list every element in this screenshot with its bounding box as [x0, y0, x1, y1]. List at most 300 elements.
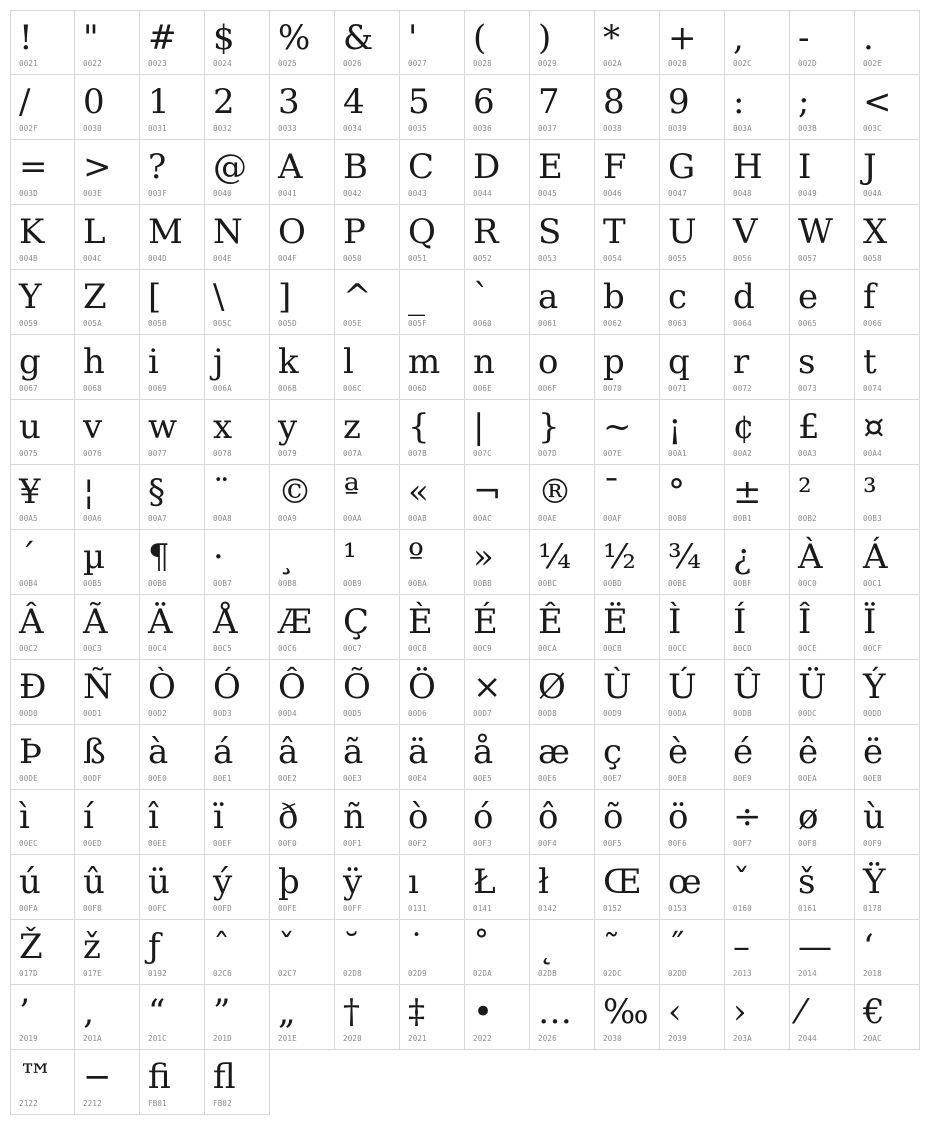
glyph-cell [660, 75, 725, 140]
glyph-codepoint: 02D8 [343, 969, 362, 978]
glyph-cell [595, 400, 660, 465]
glyph-codepoint: 017D [19, 969, 38, 978]
glyph-char: F [603, 147, 627, 187]
glyph-char: R [473, 212, 499, 252]
glyph-char: . [863, 18, 874, 58]
glyph-codepoint: 00E0 [148, 774, 167, 783]
glyph-char: m [408, 342, 441, 382]
glyph-char: Ã [83, 602, 108, 642]
glyph-char: | [473, 407, 485, 447]
glyph-cell [530, 985, 595, 1050]
glyph-codepoint: 0054 [603, 254, 622, 263]
glyph-codepoint: 0063 [668, 319, 687, 328]
glyph-char: É [473, 602, 498, 642]
glyph-char: ž [83, 927, 101, 967]
glyph-codepoint: 00C5 [213, 644, 232, 653]
glyph-char: 8 [603, 82, 625, 122]
glyph-codepoint: 00FB [83, 904, 102, 913]
glyph-cell [855, 400, 920, 465]
glyph-codepoint: 0059 [19, 319, 38, 328]
glyph-codepoint: 2044 [798, 1034, 817, 1043]
glyph-codepoint: 00E5 [473, 774, 492, 783]
glyph-cell [725, 595, 790, 660]
glyph-codepoint: 00C9 [473, 644, 492, 653]
glyph-cell [140, 660, 205, 725]
glyph-char: ¯ [603, 472, 620, 512]
glyph-cell [855, 10, 920, 75]
glyph-codepoint: 00BF [733, 579, 752, 588]
glyph-codepoint: 0072 [733, 384, 752, 393]
glyph-codepoint: 004F [278, 254, 297, 263]
glyph-codepoint: 00C2 [19, 644, 38, 653]
glyph-codepoint: 00D5 [343, 709, 362, 718]
glyph-char: ï [213, 797, 224, 837]
glyph-char: ó [473, 797, 494, 837]
glyph-cell [270, 465, 335, 530]
glyph-cell [140, 465, 205, 530]
glyph-char: ê [798, 732, 819, 772]
glyph-codepoint: 0038 [603, 124, 622, 133]
glyph-char: Ü [798, 667, 827, 707]
glyph-codepoint: 00A8 [213, 514, 232, 523]
glyph-codepoint: 0036 [473, 124, 492, 133]
glyph-cell [140, 920, 205, 985]
glyph-char: u [19, 407, 41, 447]
glyph-codepoint: 2039 [668, 1034, 687, 1043]
glyph-cell [335, 75, 400, 140]
glyph-codepoint: 0055 [668, 254, 687, 263]
glyph-char: ¦ [83, 472, 95, 512]
glyph-codepoint: 2212 [83, 1099, 102, 1108]
glyph-cell [400, 985, 465, 1050]
glyph-codepoint: 00EB [863, 774, 882, 783]
glyph-cell [400, 530, 465, 595]
glyph-cell [465, 10, 530, 75]
glyph-char: k [278, 342, 299, 382]
glyph-codepoint: 0043 [408, 189, 427, 198]
glyph-char: ¨ [213, 472, 230, 512]
glyph-codepoint: 00C3 [83, 644, 102, 653]
glyph-codepoint: 00F1 [343, 839, 362, 848]
glyph-char: ² [798, 472, 812, 512]
glyph-cell [270, 790, 335, 855]
glyph-cell [75, 10, 140, 75]
glyph-codepoint: 002F [19, 124, 38, 133]
glyph-char: ø [798, 797, 819, 837]
glyph-cell [855, 205, 920, 270]
glyph-codepoint: 0033 [278, 124, 297, 133]
glyph-cell [725, 855, 790, 920]
glyph-cell [465, 335, 530, 400]
glyph-codepoint: 006C [343, 384, 362, 393]
glyph-codepoint: 2019 [19, 1034, 38, 1043]
glyph-char: á [213, 732, 234, 772]
glyph-codepoint: 00C6 [278, 644, 297, 653]
glyph-cell [140, 335, 205, 400]
glyph-char: ] [278, 277, 292, 317]
glyph-cell [530, 10, 595, 75]
glyph-cell [10, 595, 75, 660]
glyph-codepoint: 00BA [408, 579, 427, 588]
glyph-codepoint: 0049 [798, 189, 817, 198]
glyph-char: ﬂ [213, 1057, 236, 1097]
glyph-cell [790, 595, 855, 660]
glyph-cell [270, 985, 335, 1050]
glyph-codepoint: 00A7 [148, 514, 167, 523]
glyph-char: D [473, 147, 501, 187]
glyph-char: ™ [19, 1057, 53, 1097]
glyph-codepoint: 00B6 [148, 579, 167, 588]
glyph-cell [790, 10, 855, 75]
glyph-cell [790, 400, 855, 465]
glyph-cell [205, 270, 270, 335]
glyph-cell [205, 855, 270, 920]
glyph-cell [790, 790, 855, 855]
glyph-char: v [83, 407, 103, 447]
glyph-char: Å [213, 602, 238, 642]
glyph-char: š [798, 862, 816, 902]
glyph-cell [75, 920, 140, 985]
glyph-codepoint: 00DF [83, 774, 102, 783]
glyph-cell [335, 335, 400, 400]
glyph-codepoint: 0031 [148, 124, 167, 133]
glyph-codepoint: 00FA [19, 904, 38, 913]
glyph-cell [855, 75, 920, 140]
glyph-char: ! [19, 18, 33, 58]
glyph-cell [205, 335, 270, 400]
glyph-cell [530, 660, 595, 725]
glyph-cell [75, 1050, 140, 1115]
glyph-char: £ [798, 407, 820, 447]
glyph-cell [10, 335, 75, 400]
glyph-codepoint: 00AB [408, 514, 427, 523]
glyph-codepoint: 00E8 [668, 774, 687, 783]
glyph-char: õ [603, 797, 624, 837]
glyph-cell [140, 75, 205, 140]
glyph-cell [660, 465, 725, 530]
glyph-codepoint: 006E [473, 384, 492, 393]
glyph-codepoint: 00EC [19, 839, 38, 848]
glyph-cell [270, 140, 335, 205]
glyph-codepoint: 0024 [213, 59, 232, 68]
glyph-cell [270, 400, 335, 465]
glyph-codepoint: 20AC [863, 1034, 882, 1043]
glyph-cell [660, 660, 725, 725]
glyph-cell [530, 725, 595, 790]
glyph-codepoint: 0039 [668, 124, 687, 133]
glyph-char: © [278, 472, 312, 512]
glyph-cell [335, 270, 400, 335]
glyph-char: C [408, 147, 435, 187]
glyph-codepoint: 00E6 [538, 774, 557, 783]
glyph-codepoint: 0069 [148, 384, 167, 393]
glyph-codepoint: 02DC [603, 969, 622, 978]
glyph-cell [205, 10, 270, 75]
glyph-char: è [668, 732, 689, 772]
glyph-cell [10, 400, 75, 465]
glyph-cell [400, 595, 465, 660]
glyph-cell [10, 270, 75, 335]
glyph-codepoint: 0077 [148, 449, 167, 458]
glyph-char: @ [213, 147, 247, 187]
glyph-cell [595, 205, 660, 270]
glyph-codepoint: 0026 [343, 59, 362, 68]
glyph-char: „ [278, 992, 296, 1032]
glyph-codepoint: 00B5 [83, 579, 102, 588]
glyph-char: < [863, 82, 892, 122]
glyph-codepoint: 00A4 [863, 449, 882, 458]
glyph-codepoint: 00F8 [798, 839, 817, 848]
glyph-char: ˆ [213, 927, 230, 967]
glyph-codepoint: 0048 [733, 189, 752, 198]
glyph-codepoint: 005E [343, 319, 362, 328]
glyph-codepoint: 003B [798, 124, 817, 133]
glyph-char: e [798, 277, 819, 317]
glyph-codepoint: 00BC [538, 579, 557, 588]
glyph-char: p [603, 342, 625, 382]
glyph-codepoint: 00D6 [408, 709, 427, 718]
glyph-cell [10, 920, 75, 985]
glyph-cell [595, 10, 660, 75]
glyph-cell [335, 725, 400, 790]
glyph-char: ` [473, 277, 490, 317]
glyph-codepoint: 00B2 [798, 514, 817, 523]
glyph-cell [530, 75, 595, 140]
glyph-char: Æ [278, 602, 313, 642]
glyph-cell [595, 465, 660, 530]
glyph-char: Â [19, 602, 44, 642]
glyph-char: Ù [603, 667, 632, 707]
glyph-cell [75, 335, 140, 400]
glyph-cell [270, 595, 335, 660]
glyph-char: Q [408, 212, 436, 252]
glyph-codepoint: 003C [863, 124, 882, 133]
glyph-cell [725, 920, 790, 985]
glyph-char: ( [473, 18, 487, 58]
glyph-codepoint: 00DB [733, 709, 752, 718]
glyph-cell [400, 140, 465, 205]
glyph-cell [725, 205, 790, 270]
glyph-codepoint: 201C [148, 1034, 167, 1043]
glyph-char: Ï [863, 602, 877, 642]
glyph-cell [530, 920, 595, 985]
glyph-codepoint: 00B8 [278, 579, 297, 588]
glyph-char: Ô [278, 667, 306, 707]
glyph-cell [530, 270, 595, 335]
glyph-cell [595, 855, 660, 920]
glyph-char: g [19, 342, 41, 382]
glyph-codepoint: 0192 [148, 969, 167, 978]
glyph-codepoint: 00C7 [343, 644, 362, 653]
glyph-char: û [83, 862, 105, 902]
glyph-cell [660, 140, 725, 205]
glyph-char: ı [408, 862, 419, 902]
glyph-codepoint: 0030 [83, 124, 102, 133]
glyph-char: ; [798, 82, 810, 122]
glyph-codepoint: 2014 [798, 969, 817, 978]
glyph-char: Y [19, 277, 42, 317]
glyph-codepoint: 005C [213, 319, 232, 328]
glyph-cell [855, 725, 920, 790]
glyph-char: ƒ [148, 927, 161, 967]
glyph-cell [400, 205, 465, 270]
glyph-codepoint: 005A [83, 319, 102, 328]
glyph-cell [10, 530, 75, 595]
glyph-cell [205, 920, 270, 985]
glyph-codepoint: 00BB [473, 579, 492, 588]
glyph-char: ì [19, 797, 30, 837]
glyph-char: ´ [19, 537, 36, 577]
glyph-codepoint: 00F7 [733, 839, 752, 848]
glyph-codepoint: 0044 [473, 189, 492, 198]
glyph-codepoint: 002D [798, 59, 817, 68]
glyph-cell [400, 660, 465, 725]
glyph-cell [10, 140, 75, 205]
glyph-cell [790, 920, 855, 985]
glyph-char: ¢ [733, 407, 755, 447]
glyph-codepoint: 00EA [798, 774, 817, 783]
glyph-char: _ [408, 277, 425, 317]
glyph-char: + [668, 18, 697, 58]
glyph-char: ª [343, 472, 360, 512]
glyph-codepoint: 003E [83, 189, 102, 198]
glyph-codepoint: 007D [538, 449, 557, 458]
glyph-grid [10, 10, 920, 1115]
glyph-char: ö [668, 797, 689, 837]
glyph-cell [335, 920, 400, 985]
glyph-codepoint: 0060 [473, 319, 492, 328]
glyph-codepoint: 2122 [19, 1099, 38, 1108]
glyph-cell [660, 595, 725, 660]
glyph-char: * [603, 18, 620, 58]
glyph-char: » [473, 537, 494, 577]
glyph-codepoint: 00B3 [863, 514, 882, 523]
glyph-cell [465, 270, 530, 335]
glyph-codepoint: 0045 [538, 189, 557, 198]
glyph-char: Œ [603, 862, 642, 902]
glyph-cell [75, 855, 140, 920]
glyph-cell [75, 140, 140, 205]
glyph-codepoint: 005D [278, 319, 297, 328]
glyph-char: P [343, 212, 366, 252]
glyph-char: x [213, 407, 233, 447]
glyph-char: Ł [473, 862, 496, 902]
glyph-char: Ž [19, 927, 43, 967]
glyph-cell [205, 660, 270, 725]
glyph-cell [75, 270, 140, 335]
glyph-cell [855, 140, 920, 205]
glyph-codepoint: 00E9 [733, 774, 752, 783]
glyph-codepoint: 0061 [538, 319, 557, 328]
glyph-cell [595, 270, 660, 335]
glyph-cell [10, 10, 75, 75]
glyph-cell [790, 465, 855, 530]
glyph-char: Ý [863, 667, 886, 707]
glyph-char: > [83, 147, 112, 187]
glyph-cell [660, 530, 725, 595]
glyph-char: Ä [148, 602, 173, 642]
glyph-cell [10, 985, 75, 1050]
glyph-char: ˚ [473, 927, 490, 967]
glyph-codepoint: 0047 [668, 189, 687, 198]
glyph-char: K [19, 212, 45, 252]
glyph-char: Ñ [83, 667, 113, 707]
glyph-char: Ç [343, 602, 370, 642]
glyph-codepoint: 0021 [19, 59, 38, 68]
glyph-cell [75, 465, 140, 530]
glyph-codepoint: 00B9 [343, 579, 362, 588]
glyph-char: â [278, 732, 299, 772]
glyph-char: ¹ [343, 537, 357, 577]
glyph-char: ‹ [668, 992, 682, 1032]
glyph-cell [530, 530, 595, 595]
glyph-codepoint: 00AF [603, 514, 622, 523]
glyph-codepoint: 004E [213, 254, 232, 263]
glyph-cell [140, 530, 205, 595]
glyph-cell [725, 400, 790, 465]
glyph-cell [75, 985, 140, 1050]
glyph-char: æ [538, 732, 570, 772]
glyph-codepoint: 00FE [278, 904, 297, 913]
glyph-cell [400, 335, 465, 400]
glyph-char: ‘ [863, 927, 874, 967]
glyph-cell [465, 205, 530, 270]
glyph-char: J [863, 147, 877, 187]
glyph-char: Þ [19, 732, 42, 772]
glyph-codepoint: 00ED [83, 839, 102, 848]
glyph-codepoint: 02D9 [408, 969, 427, 978]
glyph-codepoint: 00A2 [733, 449, 752, 458]
glyph-cell [75, 400, 140, 465]
glyph-cell [530, 335, 595, 400]
glyph-cell [465, 660, 530, 725]
glyph-cell [725, 660, 790, 725]
glyph-cell [465, 140, 530, 205]
glyph-cell [400, 790, 465, 855]
glyph-codepoint: 00B7 [213, 579, 232, 588]
glyph-codepoint: 00A5 [19, 514, 38, 523]
glyph-cell [75, 75, 140, 140]
glyph-char: ú [19, 862, 41, 902]
glyph-char: ¥ [19, 472, 41, 512]
glyph-codepoint: 0058 [863, 254, 882, 263]
glyph-char: A [278, 147, 303, 187]
glyph-char: Á [863, 537, 888, 577]
glyph-cell [855, 270, 920, 335]
glyph-char: ” [213, 992, 231, 1032]
glyph-char: ’ [19, 992, 30, 1032]
glyph-char: • [473, 992, 494, 1032]
glyph-cell [335, 400, 400, 465]
glyph-char: 0 [83, 82, 105, 122]
glyph-cell [205, 140, 270, 205]
glyph-codepoint: FB02 [213, 1099, 232, 1108]
glyph-char: Ò [148, 667, 176, 707]
glyph-codepoint: 00CA [538, 644, 557, 653]
glyph-cell [270, 75, 335, 140]
glyph-char: w [148, 407, 178, 447]
glyph-cell [205, 465, 270, 530]
glyph-cell [10, 855, 75, 920]
glyph-char: ‡ [408, 992, 425, 1032]
glyph-cell [140, 985, 205, 1050]
glyph-char: · [213, 537, 224, 577]
glyph-char: Ê [538, 602, 563, 642]
glyph-cell [855, 660, 920, 725]
glyph-codepoint: 00EF [213, 839, 232, 848]
glyph-char: 4 [343, 82, 365, 122]
glyph-char: s [798, 342, 816, 382]
